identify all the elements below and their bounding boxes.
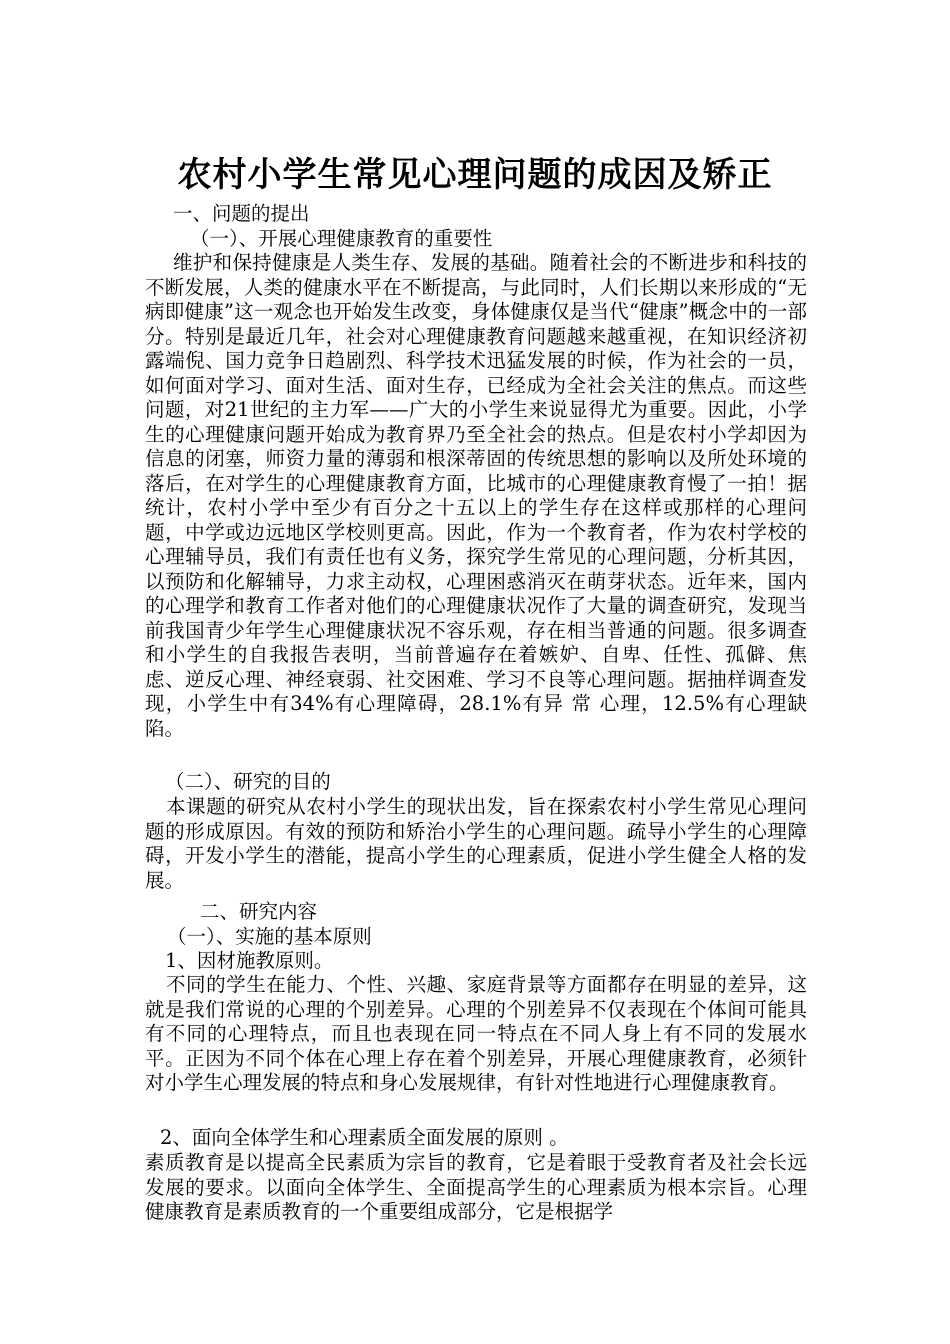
section-1-heading: 一、问题的提出 — [173, 202, 310, 225]
document-title: 农村小学生常见心理问题的成因及矫正 — [177, 155, 773, 195]
section-2-subheading-1: （一）、实施的基本原则 — [167, 925, 372, 948]
principle-2-heading: 2、面向全体学生和心理素质全面发展的原则 。 — [160, 1126, 569, 1149]
paragraph-2: 本课题的研究从农村小学生的现状出发，旨在探索农村小学生常见心理问题的形成原因。有效的预防和矫治小学生的心理问题。疏导小学生的心理障碍，开发小学生的潜能，提高小学生的心理素质，促进小学生健全人格的发展。 — [145, 795, 807, 892]
principle-1-heading: 1、因材施教原则。 — [165, 949, 334, 972]
section-1-subheading-2: （二）、研究的目的 — [165, 770, 331, 793]
section-1-subheading-1: （一）、开展心理健康教育的重要性 — [190, 227, 493, 250]
section-2-heading: 二、研究内容 — [200, 900, 318, 923]
paragraph-4: 素质教育是以提高全民素质为宗旨的教育，它是着眼于受教育者及社会长远发展的要求。以面向全体学生、全面提高学生的心理素质为根本宗旨。心理健康教育是素质教育的一个重要组成部分，它是根据学 — [145, 1151, 807, 1223]
paragraph-3: 不同的学生在能力、个性、兴趣、家庭背景等方面都存在明显的差异，这就是我们常说的心理的个别差异。心理的个别差异不仅表现在个体间可能具有不同的心理特点，而且也表现在同一特点在不同人身上有不同的发展水平。正因为不同个体在心理上存在着个别差异，开展心理健康教育，必须针对小学生心理发展的特点和身心发展规律，有针对性地进行心理健康教育。 — [145, 973, 807, 1094]
paragraph-1: 维护和保持健康是人类生存、发展的基础。随着社会的不断进步和科技的不断发展，人类的健康水平在不断提高，与此同时，人们长期以来形成的“无病即健康”这一观念也开始发生改变，身体健康仅是当代“健康”概念中的一部分。特别是最近几年，社会对心理健康教育问题越来越重视，在知识经济初露端倪、国力竞争日趋剧烈、科学技术迅猛发展的时候，作为社会的一员，如何面对学习、面对生活、面对生存，已经成为全社会关注的焦点。而这些问题，对21世纪的主力军——广大的小学生来说显得尤为重要。因此，小学生的心理健康问题开始成为教育界乃至全社会的热点。但是农村小学却因为信息的闭塞，师资力量的薄弱和根深蒂固的传统思想的影响以及所处环境的落后，在对学生的心理健康教育方面，比城市的心理健康教育慢了一拍！据统计，农村小学中至少有百分之十五以上的学生存在这样或那样的心理问题，中学或边远地区学校则更高。因此，作为一个教育者，作为农村学校的心理辅导员，我们有责任也有义务，探究学生常见的心理问题，分析其因，以预防和化解辅导，力求主动权，心理困惑消灭在萌芽状态。近年来，国内的心理学和教育工作者对他们的心理健康状况作了大量的调查研究，发现当前我国青少年学生心理健康状况不容乐观，存在相当普通的问题。很多调查和小学生的自我报告表明，当前普遍存在着嫉妒、自卑、任性、孤僻、焦虑、逆反心理、神经衰弱、社交困难、学习不良等心理问题。据抽样调查发现，小学生中有34%有心理障碍，28.1%有异 常 心理，12.5%有心理缺陷。 — [145, 251, 807, 740]
